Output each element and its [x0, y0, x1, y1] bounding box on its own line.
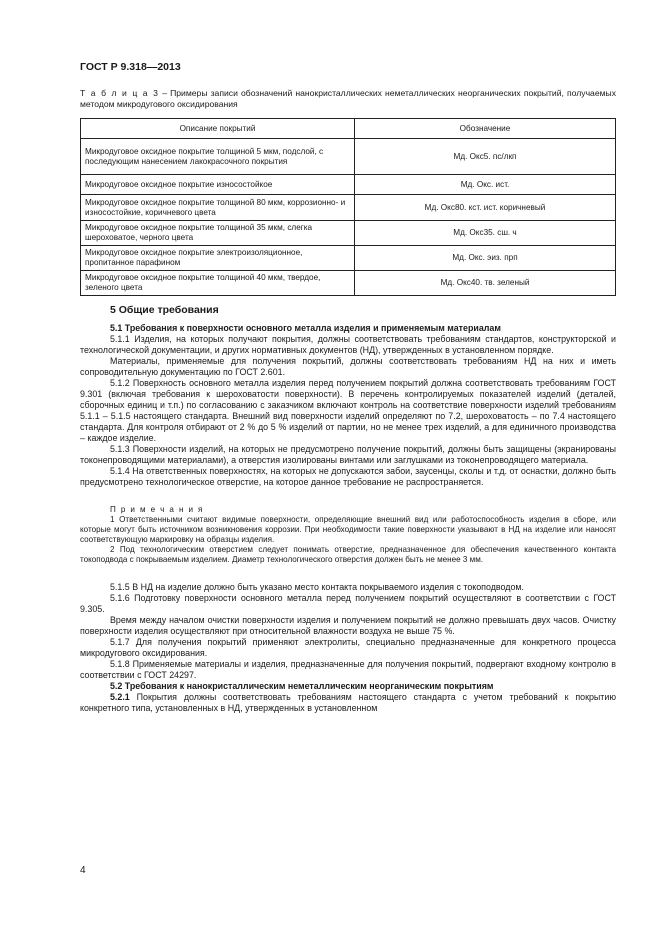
table-cell-designation: Мд. Окс40. тв. зеленый — [355, 271, 616, 296]
paragraph-5-1-8: 5.1.8 Применяемые материалы и изделия, предназначенные для получения покрытий, подвергают входному контролю в соответствии с ГОСТ 24297. — [80, 659, 616, 680]
paragraph-5-2-1-text: Покрытия должны соответствовать требованиям настоящего стандарта с учетом требований к покрытию конкретного типа, установленных в НД, утвержденных в установленном — [80, 692, 616, 713]
paragraph-5-1-5: 5.1.5 В НД на изделие должно быть указано место контакта покрываемого изделия с токоподводом. — [110, 582, 524, 592]
table-row — [81, 139, 616, 175]
subsection-5-2-title: 5.2 Требования к нанокристаллическим неметаллическим неорганическим покрытиям — [110, 681, 494, 691]
table-row — [81, 195, 616, 221]
table-cell-designation: Мд. Окс. ист. — [355, 175, 616, 195]
paragraph-5-1-2: 5.1.2 Поверхность основного металла изделия перед получением покрытий должна соответствовать требованиям ГОСТ 9.301 (включая требования к шероховатости поверхности). В перечень контролируемых показателей изделий (деталей, сборочных единиц и т.п.) по согласованию с заказчиком включают контроль на соответствие поверхности изделий требованиям 5.1.1 – 5.1.5 настоящего стандарта. Внешний вид поверхности изделий определяют по 7.2, шероховатость – по 7.4 настоящего стандарта. Для контроля отбирают от 2 % до 5 % изделий от партии, но не менее трех изделий, а для единичного производства – каждое изделие. — [80, 378, 616, 443]
paragraph-5-1-7: 5.1.7 Для получения покрытий применяют электролиты, специально предназначенные для конкретного процесса микродугового оксидирования. — [80, 637, 616, 658]
table-cell-designation: Мд. Окс. эиз. прп — [355, 246, 616, 271]
paragraph-5-1-3: 5.1.3 Поверхности изделий, на которых не предусмотрено получение покрытий, должны быть защищены (экранированы токонепроводящими материалами), а отверстия изолированы винтами или заглушками из токонепроводящего материала. — [80, 444, 616, 465]
notes-title: П р и м е ч а н и я — [110, 505, 204, 514]
table-caption — [80, 88, 616, 110]
document-header: ГОСТ Р 9.318—2013 — [80, 61, 181, 73]
table-row — [81, 271, 616, 296]
table-header-description: Описание покрытий — [81, 119, 355, 139]
table-cell-designation: Мд. Окс5. пс/лкп — [355, 139, 616, 175]
paragraph-5-1-1: 5.1.1 Изделия, на которых получают покрытия, должны соответствовать требованиям стандартов, конструкторской и технологической документации, и других нормативных документов (НД), утвержденных в установленном порядке. — [80, 334, 616, 355]
table-cell-description: Микродуговое оксидное покрытие износостойкое — [81, 175, 355, 195]
section-5-body — [80, 305, 616, 714]
table-cell-designation: Мд. Окс80. кст. ист. коричневый — [355, 195, 616, 221]
table-header-row — [81, 119, 616, 139]
section-5-title: 5 Общие требования — [110, 304, 219, 316]
page-number: 4 — [80, 865, 86, 876]
table-caption-text: – Примеры записи обозначений нанокристаллических неметаллических неорганических покрытий, получаемых методом микродугового оксидирования — [80, 88, 616, 109]
table-header-designation: Обозначение — [355, 119, 616, 139]
paragraph-5-1-6-time: Время между началом очистки поверхности изделия и получением покрытий не должно превышать двух часов. Очистку поверхности изделия осуществляют при относительной влажности воздуха не выше 75 %. — [80, 615, 616, 636]
paragraph-5-1-6: 5.1.6 Подготовку поверхности основного металла перед получением покрытий осуществляют в соответствии с ГОСТ 9.305. — [80, 593, 616, 614]
table-cell-description: Микродуговое оксидное покрытие толщиной 80 мкм, коррозионно- и износостойкие, коричневого цвета — [81, 195, 355, 221]
table-caption-lead: Т а б л и ц а 3 — [80, 88, 160, 98]
designation-table — [80, 118, 616, 296]
subsection-5-1-title: 5.1 Требования к поверхности основного металла изделия и применяемым материалам — [110, 323, 501, 333]
table-cell-designation: Мд. Окс35. сш. ч — [355, 221, 616, 246]
paragraph-5-1-1-materials: Материалы, применяемые для получения покрытий, должны соответствовать требованиям НД на них и иметь сопроводительную документацию по ГОСТ 2.601. — [80, 356, 616, 377]
note-2: 2 Под технологическим отверстием следует понимать отверстие, предназначенное для обеспечения качественного контакта токоподвода с покрываемым изделием. Диаметр технологического отверстия должен быть не менее 3 мм. — [80, 545, 616, 564]
paragraph-5-2-1 — [80, 692, 616, 714]
notes-block — [80, 505, 616, 565]
paragraph-5-1-4: 5.1.4 На ответственных поверхностях, на которых не допускаются забои, заусенцы, сколы и т.д. от оснастки, должно быть предусмотрено технологическое отверстие, на которое данное требование не распространяется. — [80, 466, 616, 487]
table-cell-description: Микродуговое оксидное покрытие толщиной 40 мкм, твердое, зеленого цвета — [81, 271, 355, 296]
table-row — [81, 175, 616, 195]
table-row — [81, 221, 616, 246]
table-cell-description: Микродуговое оксидное покрытие электроизоляционное, пропитанное парафином — [81, 246, 355, 271]
table-row — [81, 246, 616, 271]
paragraph-5-2-1-number: 5.2.1 — [110, 692, 130, 702]
table-cell-description: Микродуговое оксидное покрытие толщиной 5 мкм, подслой, с последующим нанесением лакокрасочного покрытия — [81, 139, 355, 175]
table-cell-description: Микродуговое оксидное покрытие толщиной 35 мкм, слегка шероховатое, черного цвета — [81, 221, 355, 246]
note-1: 1 Ответственными считают видимые поверхности, определяющие внешний вид или работоспособность изделия в сборе, или которые могут быть источником возникновения коррозии. При необходимости такие поверхности указывают в НД на изделие или наносят соответствующую маркировку на образцы изделия. — [80, 515, 616, 544]
